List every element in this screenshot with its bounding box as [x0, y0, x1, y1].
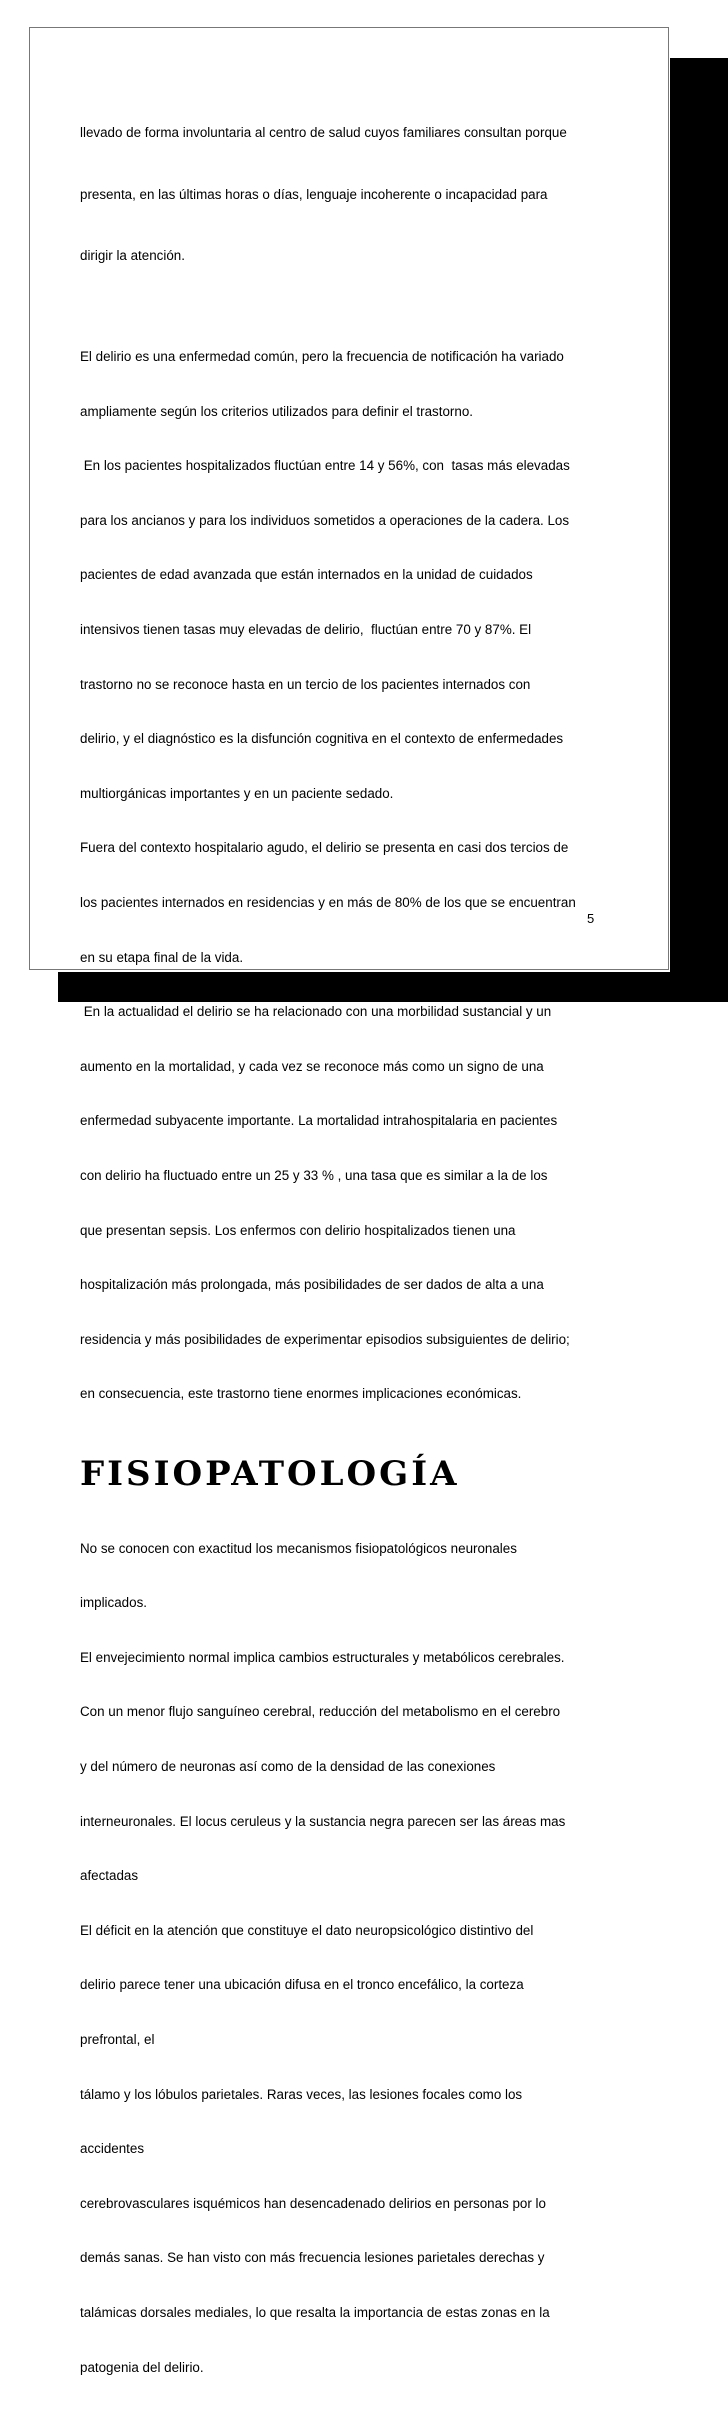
text-line: que presentan sepsis. Los enfermos con delirio hospitalizados tienen una: [80, 1222, 516, 1238]
page-content: [80, 82, 600, 2413]
paragraph-intro: [80, 82, 600, 308]
text-line: en consecuencia, este trastorno tiene enormes implicaciones económicas.: [80, 1386, 522, 1402]
text-line: llevado de forma involuntaria al centro de salud cuyos familiares consultan porque: [80, 125, 567, 140]
text-line: intensivos tienen tasas muy elevadas de delirio, fluctúan entre 70 y 87%. El: [80, 621, 532, 637]
page-number: 5: [587, 911, 595, 926]
text-line: y del número de neuronas así como de la densidad de las conexiones: [80, 1758, 496, 1774]
text-line: prefrontal, el: [80, 2031, 155, 2047]
text-line: El envejecimiento normal implica cambios estructurales y metabólicos cerebrales.: [80, 1649, 565, 1665]
text-line: implicados.: [80, 1595, 147, 1611]
text-line: Con un menor flujo sanguíneo cerebral, reducción del metabolismo en el cerebro: [80, 1704, 561, 1720]
text-line: demás sanas. Se han visto con más frecuencia lesiones parietales derechas y: [80, 2250, 545, 2266]
text-line: dirigir la atención.: [80, 248, 185, 263]
text-line: afectadas: [80, 1868, 139, 1884]
section-heading: FISIOPATOLOGÍA: [80, 1454, 460, 1495]
text-line: aumento en la mortalidad, y cada vez se reconoce más como un signo de una: [80, 1058, 544, 1074]
text-line: En la actualidad el delirio se ha relacionado con una morbilidad sustancial y un: [80, 1004, 552, 1020]
text-line: patogenia del delirio.: [80, 2359, 204, 2375]
page-shadow-right: [670, 58, 728, 1001]
paragraph-physiopathology: [80, 1503, 600, 2413]
text-line: presenta, en las últimas horas o días, lenguaje incoherente o incapacidad para: [80, 186, 548, 202]
text-line: No se conocen con exactitud los mecanismos fisiopatológicos neuronales: [80, 1540, 517, 1556]
text-line: hospitalización más prolongada, más posibilidades de ser dados de alta a una: [80, 1277, 544, 1293]
text-line: cerebrovasculares isquémicos han desencadenado delirios en personas por lo: [80, 2195, 546, 2211]
text-line: Fuera del contexto hospitalario agudo, el delirio se presenta en casi dos tercios de: [80, 840, 569, 856]
text-line: delirio parece tener una ubicación difusa en el tronco encefálico, la corteza: [80, 1977, 524, 1993]
text-line: El déficit en la atención que constituye el dato neuropsicológico distintivo del: [80, 1922, 534, 1938]
text-line: los pacientes internados en residencias y en más de 80% de los que se encuentran: [80, 895, 576, 910]
text-line: para los ancianos y para los individuos sometidos a operaciones de la cadera. Los: [80, 512, 570, 528]
text-line: ampliamente según los criterios utilizados para definir el trastorno.: [80, 403, 473, 419]
paragraph-epidemiology: [80, 312, 600, 1441]
text-line: interneuronales. El locus ceruleus y la sustancia negra parecen ser las áreas mas: [80, 1813, 566, 1829]
text-line: talámicas dorsales mediales, lo que resalta la importancia de estas zonas en la: [80, 2305, 550, 2321]
text-line: con delirio ha fluctuado entre un 25 y 33 % , una tasa que es similar a la de los: [80, 1168, 548, 1184]
text-line: multiorgánicas importantes y en un paciente sedado.: [80, 785, 394, 801]
text-line: pacientes de edad avanzada que están internados en la unidad de cuidados: [80, 567, 533, 583]
text-line: trastorno no se reconoce hasta en un tercio de los pacientes internados con: [80, 676, 531, 692]
text-line: accidentes: [80, 2141, 145, 2157]
text-line: En los pacientes hospitalizados fluctúan entre 14 y 56%, con tasas más elevadas: [80, 458, 570, 474]
text-line: enfermedad subyacente importante. La mortalidad intrahospitalaria en pacientes: [80, 1113, 558, 1129]
text-line: El delirio es una enfermedad común, pero la frecuencia de notificación ha variado: [80, 348, 564, 364]
text-line: delirio, y el diagnóstico es la disfunción cognitiva en el contexto de enfermedades: [80, 731, 564, 747]
text-line: en su etapa final de la vida.: [80, 949, 244, 965]
text-line: tálamo y los lóbulos parietales. Raras veces, las lesiones focales como los: [80, 2086, 523, 2102]
text-line: residencia y más posibilidades de experimentar episodios subsiguientes de delirio;: [80, 1331, 570, 1347]
